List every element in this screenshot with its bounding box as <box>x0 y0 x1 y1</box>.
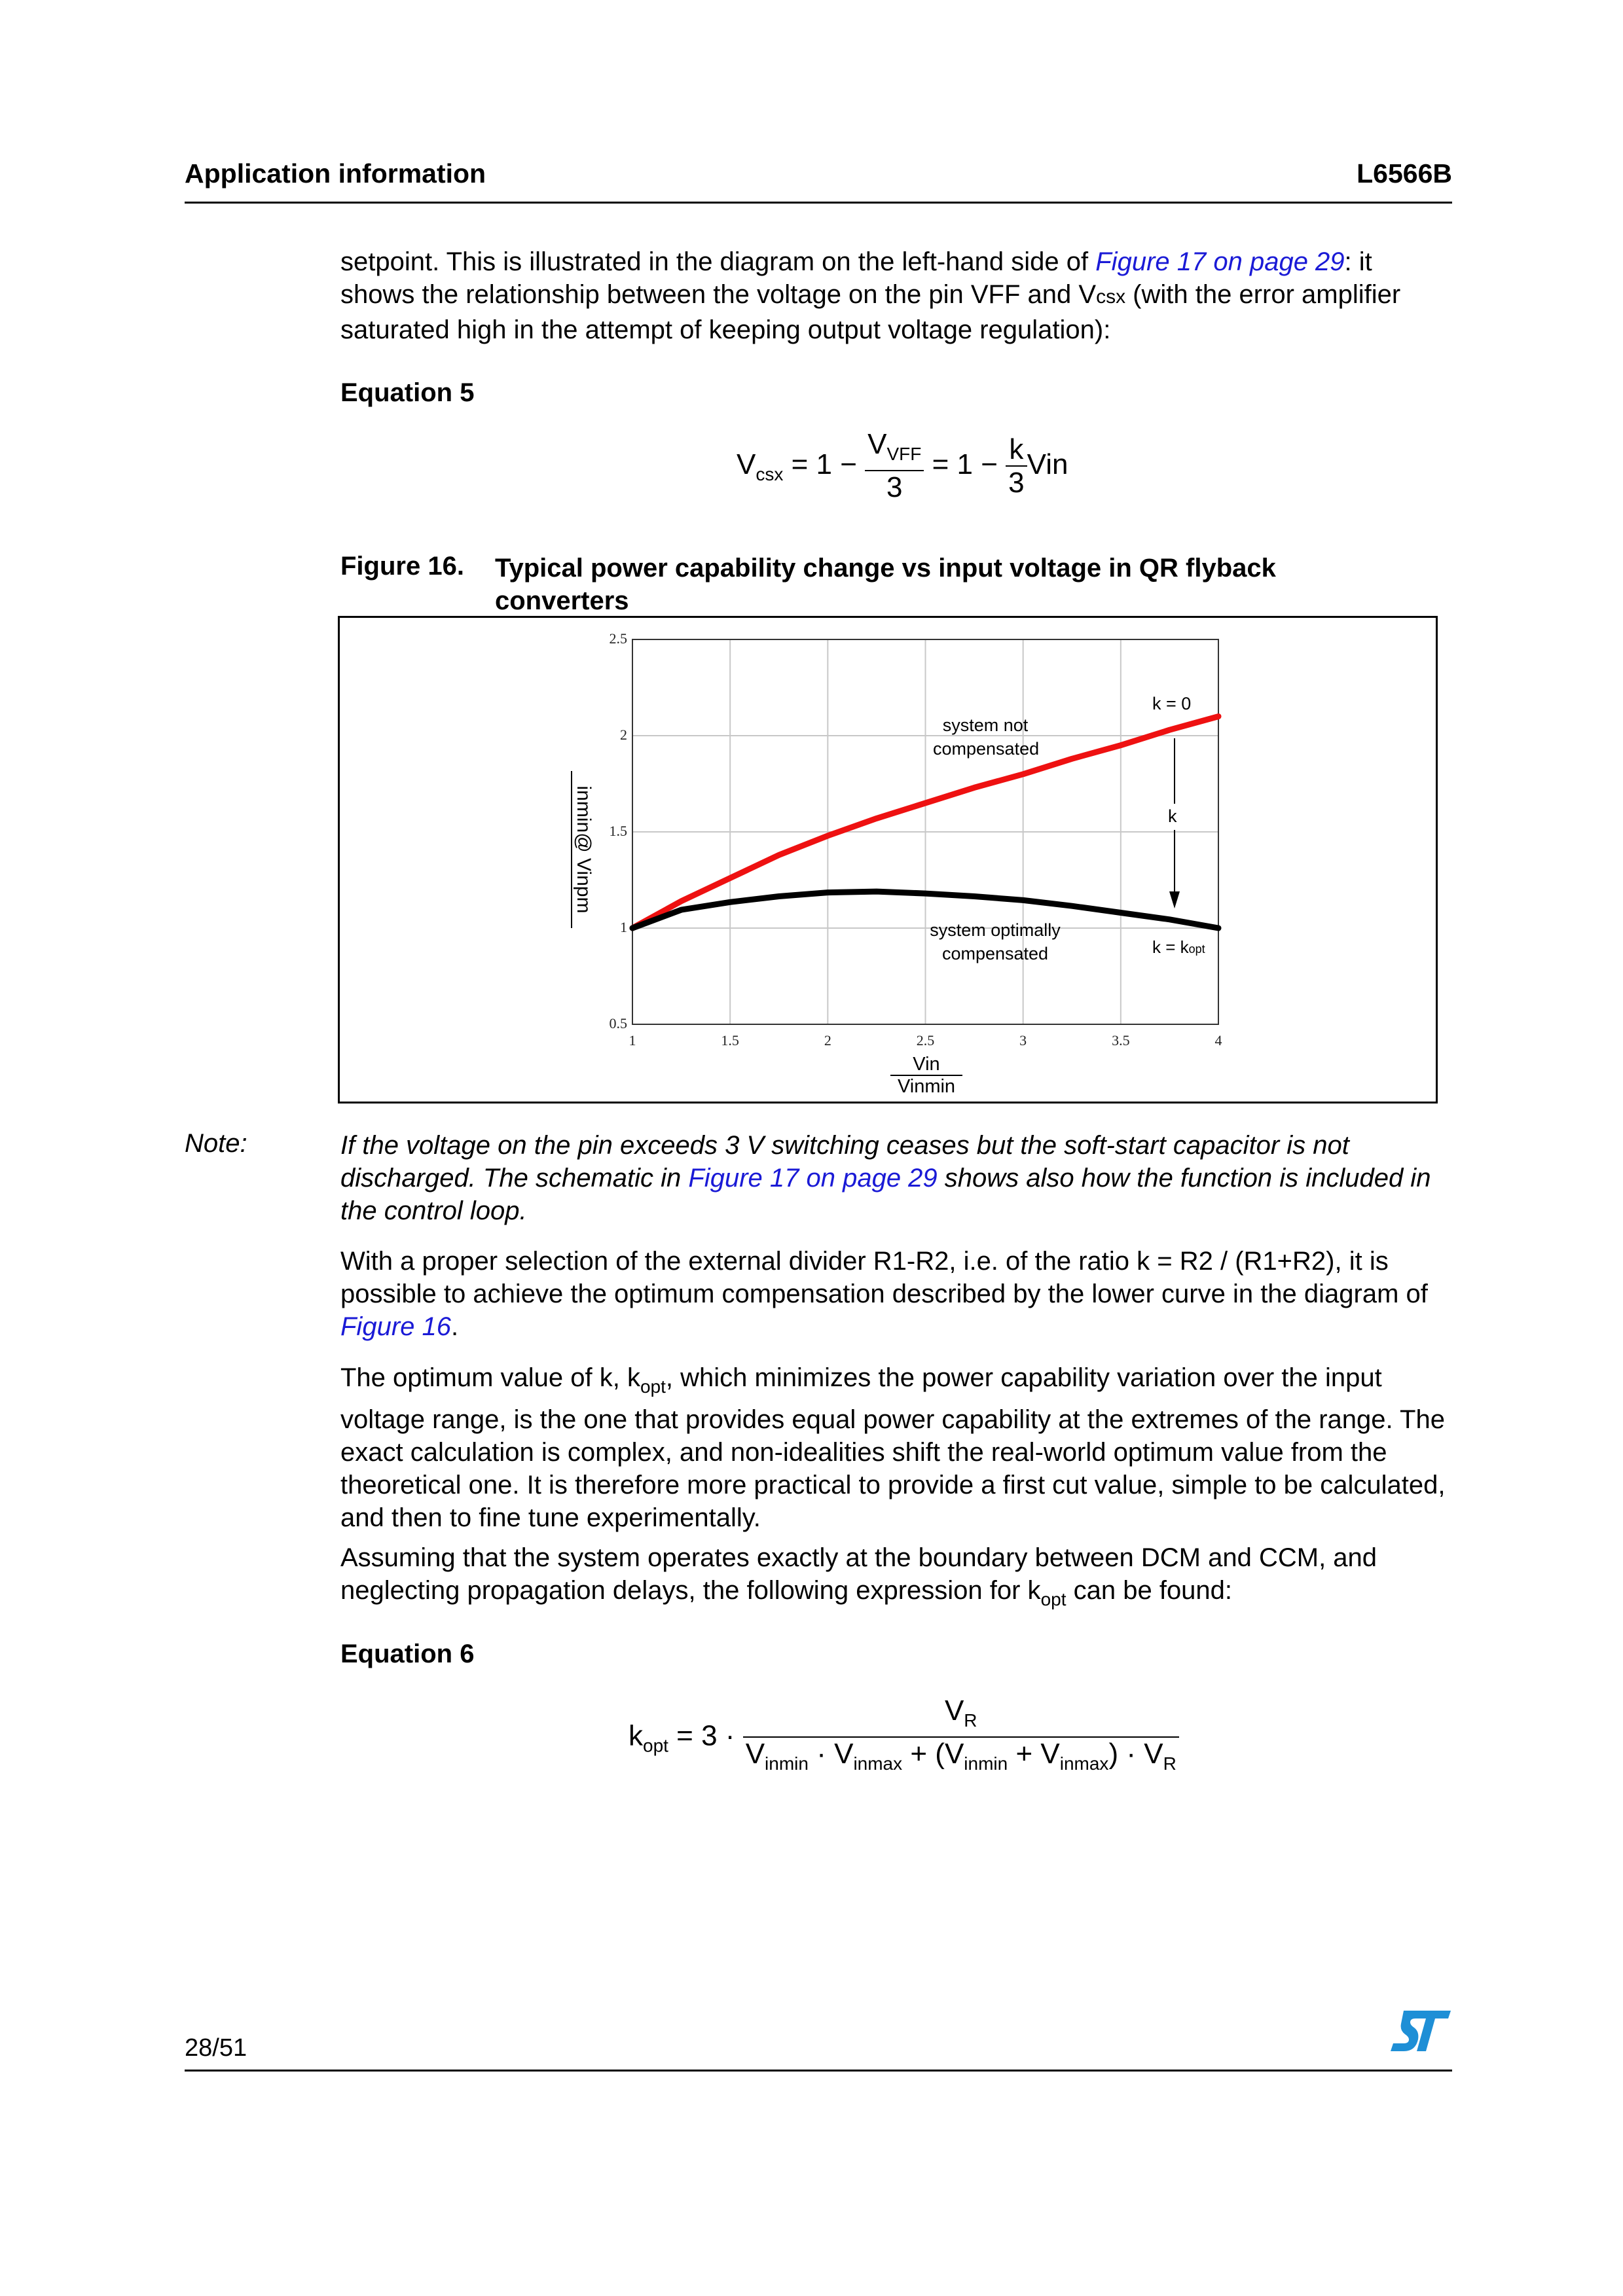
annotation-kopt-sub: opt <box>1188 942 1205 956</box>
eq6-sub: inmin <box>964 1753 1008 1774</box>
eq6-num: V <box>944 1695 964 1727</box>
equation6 <box>629 1695 1179 1780</box>
x-tick-label: 1 <box>629 1032 636 1049</box>
x-tick-label: 3 <box>1019 1032 1027 1049</box>
y-tick-label: 2 <box>620 726 627 743</box>
paragraph-text: Assuming that the system operates exactly at the boundary between DCM and CCM, and neglecting propagation delays, the following expression for k <box>340 1543 1377 1605</box>
annotation-not-compensated <box>933 713 1038 761</box>
k-arrow-head-icon <box>1169 891 1180 908</box>
kopt-paragraph <box>340 1361 1453 1534</box>
eq5-frac1-num: V <box>867 428 887 460</box>
y-axis-label: inmin@ Vinpm <box>571 771 594 928</box>
eq5-frac2-den: 3 <box>1006 465 1027 499</box>
annotation-optimally-compensated <box>923 918 1067 965</box>
paragraph-text: The optimum value of k, k <box>340 1363 640 1392</box>
note-label: Note: <box>185 1129 247 1158</box>
x-axis-label <box>890 1054 962 1097</box>
eq6-fraction <box>743 1695 1179 1780</box>
annotation-line: system not <box>942 715 1029 735</box>
eq6-op: + <box>1008 1738 1041 1770</box>
note-text-part: shows also how the function is included in the control loop. <box>340 1164 1431 1225</box>
paragraph-text: . <box>450 1312 459 1341</box>
opt-subscript: opt <box>1040 1589 1067 1609</box>
eq5-tail: Vin <box>1027 448 1068 481</box>
eq6-num-sub: R <box>964 1710 977 1731</box>
annotation-k-zero: k = 0 <box>1152 694 1192 713</box>
note-text-part: If the voltage on the pin exceeds 3 V switching ceases but the soft-start capacitor is not discharged. The schematic in <box>340 1131 1349 1193</box>
eq6-sub: R <box>1163 1753 1176 1774</box>
intro-text: setpoint. This is illustrated in the diagram on the left-hand side of <box>340 247 1096 276</box>
x-tick-label: 2.5 <box>916 1032 935 1049</box>
csx-subscript: csx <box>1096 286 1126 308</box>
eq6-equals: = 3 · <box>676 1719 735 1752</box>
y-tick-label: 2.5 <box>609 630 627 647</box>
opt-subscript: opt <box>640 1376 666 1397</box>
annotation-k-opt <box>1152 937 1205 958</box>
eq6-term: V <box>1144 1738 1163 1770</box>
figure17-link[interactable]: Figure 17 on page 29 <box>1095 247 1345 276</box>
eq6-term: V <box>1040 1738 1060 1770</box>
annotation-k: k <box>1168 806 1177 826</box>
eq6-op: ) · <box>1108 1738 1144 1770</box>
x-tick-label: 2 <box>824 1032 831 1049</box>
figure-title: Typical power capability change vs input voltage in QR flyback converters <box>495 554 1276 615</box>
divider-paragraph <box>340 1245 1453 1343</box>
annotation-line: compensated <box>941 944 1049 963</box>
eq5-equals-2: = 1 − <box>932 448 998 481</box>
x-axis-label-denominator: Vinmin <box>890 1075 962 1097</box>
y-tick-label: 1.5 <box>609 823 627 839</box>
st-logo-icon <box>1389 2009 1452 2053</box>
x-tick-label: 4 <box>1214 1032 1222 1049</box>
eq6-term: V <box>834 1738 854 1770</box>
eq6-denominator <box>743 1736 1179 1780</box>
annotation-line: compensated <box>933 739 1040 759</box>
equation6-label: Equation 6 <box>340 1640 475 1668</box>
intro-text: : it shows the relationship between the voltage on the pin VFF and V <box>340 247 1372 309</box>
eq6-sub: inmax <box>853 1753 903 1774</box>
eq6-lhs-sub: opt <box>643 1735 668 1756</box>
eq6-sub: inmax <box>1059 1753 1109 1774</box>
x-tick-label: 1.5 <box>721 1032 739 1049</box>
chart-labels <box>610 630 1222 1049</box>
page-number: 28/51 <box>185 2034 247 2062</box>
eq5-equals-1: = 1 − <box>791 448 857 481</box>
paragraph-text: With a proper selection of the external divider R1-R2, i.e. of the ratio k = R2 / (R1+R2), it is possible to achieve the optimum compensation described by the lower curve in the diagram of <box>340 1247 1428 1308</box>
equation5-label: Equation 5 <box>340 378 475 407</box>
y-tick-label: 0.5 <box>609 1015 627 1031</box>
eq6-term: V <box>944 1738 964 1770</box>
y-tick-label: 1 <box>620 919 627 935</box>
eq6-term: V <box>745 1738 765 1770</box>
footer-rule <box>185 2070 1452 2072</box>
figure16-link[interactable]: Figure 16 <box>340 1312 451 1341</box>
eq6-op: + ( <box>902 1738 945 1770</box>
eq6-lhs: k <box>629 1719 643 1752</box>
eq5-frac1-sub: VFF <box>886 444 922 464</box>
intro-text: (with the error amplifier saturated high in the attempt of keeping output voltage regulation): <box>340 280 1401 344</box>
eq5-frac2-num: k <box>1009 433 1024 465</box>
annotation-line: system optimally <box>930 920 1061 940</box>
eq5-frac1-den: 3 <box>865 470 924 504</box>
eq6-op: · <box>808 1738 835 1770</box>
figure17-link[interactable]: Figure 17 on page 29 <box>688 1164 938 1193</box>
assumption-paragraph <box>340 1541 1453 1616</box>
section-title: Application information <box>185 158 486 188</box>
x-axis-label-numerator: Vin <box>913 1054 940 1075</box>
eq5-lhs: V <box>737 448 756 481</box>
power-capability-chart <box>0 0 1623 1113</box>
x-tick-label: 3.5 <box>1112 1032 1130 1049</box>
chart-grid <box>632 639 1218 1024</box>
paragraph-text: can be found: <box>1066 1576 1233 1605</box>
eq6-sub: inmin <box>765 1753 809 1774</box>
annotation-kopt-main: k = k <box>1152 937 1189 957</box>
paragraph-text: , which minimizes the power capability variation over the input voltage range, is the one that provides equal power capability at the extremes of the range. The exact calculation is complex, and non-idealities shift the real-world optimum value from the theoretical one. It is therefore more practical to provide a first cut value, simple to be calculated, and then to fine tune experimentally. <box>340 1363 1446 1532</box>
figure-number: Figure 16. <box>340 552 464 581</box>
eq5-lhs-sub: csx <box>756 464 784 485</box>
note-text <box>340 1129 1453 1227</box>
document-id: L6566B <box>1357 158 1452 188</box>
